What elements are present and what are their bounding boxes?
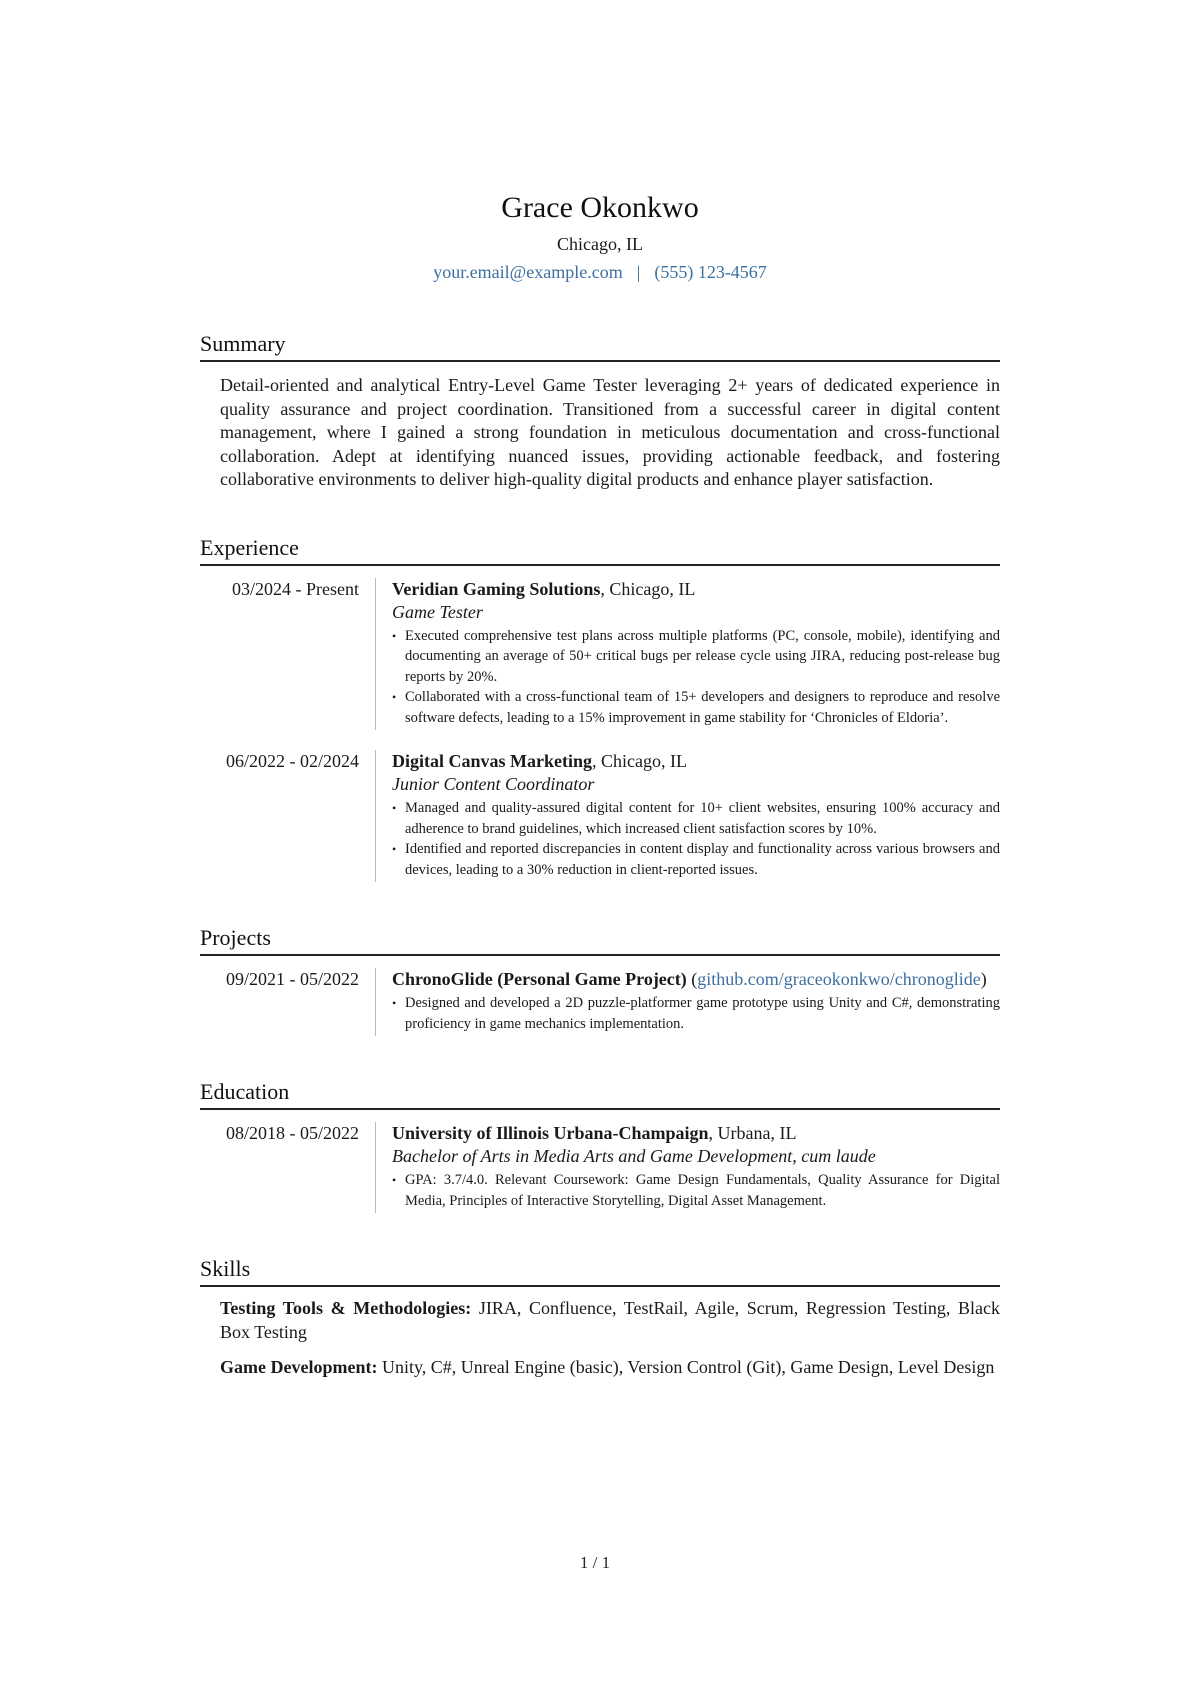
entry-body [375,750,1000,882]
contact-line [200,260,1000,284]
entry-heading [392,750,1000,773]
skill-value: JIRA, Confluence, TestRail, Agile, Scrum, Regression Testing, Black Box Testing [220,1298,1000,1342]
experience-section [200,534,1000,883]
phone-link[interactable]: (555) 123-4567 [654,262,767,282]
bullet-item: • Executed comprehensive test plans across multiple platforms (PC, console, mobile), identifying and documenting an average of 50+ critical bugs per release cycle using JIRA, reducing post-release bug reports by 20%. [392,626,1000,688]
entry-role: Junior Content Coordinator [392,774,595,794]
entry-organization: Veridian Gaming Solutions [392,578,601,599]
projects-section [200,924,1000,1036]
entry-heading [392,968,1000,991]
bullet-item: • Designed and developed a 2D puzzle-platformer game prototype using Unity and C#, demonstrating proficiency in game mechanics implementation. [392,993,1000,1034]
entry-role: Game Tester [392,601,483,622]
skill-label: Game Development: [220,1357,378,1377]
entry-date: 03/2024 - Present [232,578,359,599]
skills-list [220,1297,1000,1380]
entry-heading [392,578,1000,601]
bullet-item: • Managed and quality-assured digital content for 10+ client websites, ensuring 100% accuracy and adherence to brand guidelines, which increased client satisfaction scores by 10%. [392,798,1000,839]
section-title-summary: Summary [200,330,1000,362]
project-link-open: ( [686,969,698,989]
summary-text: Detail-oriented and analytical Entry-Level Game Tester leveraging 2+ years of dedicated experience in quality assurance and project coordination. Transitioned from a successful career in digital content management, where I gained a strong foundation in meticulous documentation and cross-functional collaboration. Adept at identifying nuanced issues, providing actionable feedback, and fostering collaborative environments to deliver high-quality digital products and enhance player satisfaction. [220,375,1000,489]
section-title-education: Education [200,1078,1000,1110]
skill-label: Testing Tools & Methodologies: [220,1298,472,1318]
education-entry [200,1122,1000,1213]
project-name: ChronoGlide (Personal Game Project) [392,969,687,989]
entry-bullets [392,993,1000,1034]
project-link-close: ) [980,969,987,989]
entry-bullets [392,1170,1000,1211]
skills-section [200,1255,1000,1380]
entry-location: , Chicago, IL [592,751,687,771]
entry-date: 08/2018 - 05/2022 [226,1123,359,1143]
section-title-experience: Experience [200,534,1000,566]
skill-line [220,1356,1000,1380]
skill-line [220,1297,1000,1344]
skill-value: Unity, C#, Unreal Engine (basic), Version Control (Git), Game Design, Level Design [377,1357,995,1377]
entry-body [375,1122,1000,1213]
entry-organization: University of Illinois Urbana-Champaign [392,1123,709,1143]
entry-bullets [392,626,1000,729]
bullet-item: • Identified and reported discrepancies in content display and functionality across various browsers and devices, leading to a 30% reduction in client-reported issues. [392,839,1000,880]
page-number: 1 / 1 [579,1553,611,1572]
entry-location: , Urbana, IL [708,1123,797,1143]
bullet-item: • Collaborated with a cross-functional team of 15+ developers and designers to reproduce and resolve software defects, leading to a 15% improvement in game stability for ‘Chronicles of Eldoria’. [392,687,1000,728]
project-link[interactable]: github.com/graceokonkwo/chronoglide [697,969,981,989]
entry-bullets [392,798,1000,880]
contact-separator: | [636,262,641,282]
resume-page [200,190,1000,1380]
entry-degree: Bachelor of Arts in Media Arts and Game Development, cum laude [392,1146,876,1166]
entry-body [375,578,1000,731]
entry-date: 09/2021 - 05/2022 [226,969,359,989]
entry-heading [392,1122,1000,1145]
candidate-location: Chicago, IL [557,234,643,254]
entry-organization: Digital Canvas Marketing [392,751,592,771]
section-title-skills: Skills [200,1255,1000,1287]
candidate-name: Grace Okonkwo [501,191,699,224]
experience-entry [200,750,1000,882]
project-entry [200,968,1000,1036]
entry-location: , Chicago, IL [600,578,696,599]
summary-section [200,330,1000,492]
entry-body [375,968,1000,1036]
section-title-projects: Projects [200,924,1000,956]
bullet-item: • GPA: 3.7/4.0. Relevant Coursework: Game Design Fundamentals, Quality Assurance for Digital Media, Principles of Interactive Storytelling, Digital Asset Management. [392,1170,1000,1211]
resume-header [200,190,1000,284]
education-section [200,1078,1000,1213]
email-link[interactable]: your.email@example.com [433,262,623,282]
entry-date: 06/2022 - 02/2024 [226,751,359,771]
experience-entry [200,578,1000,731]
